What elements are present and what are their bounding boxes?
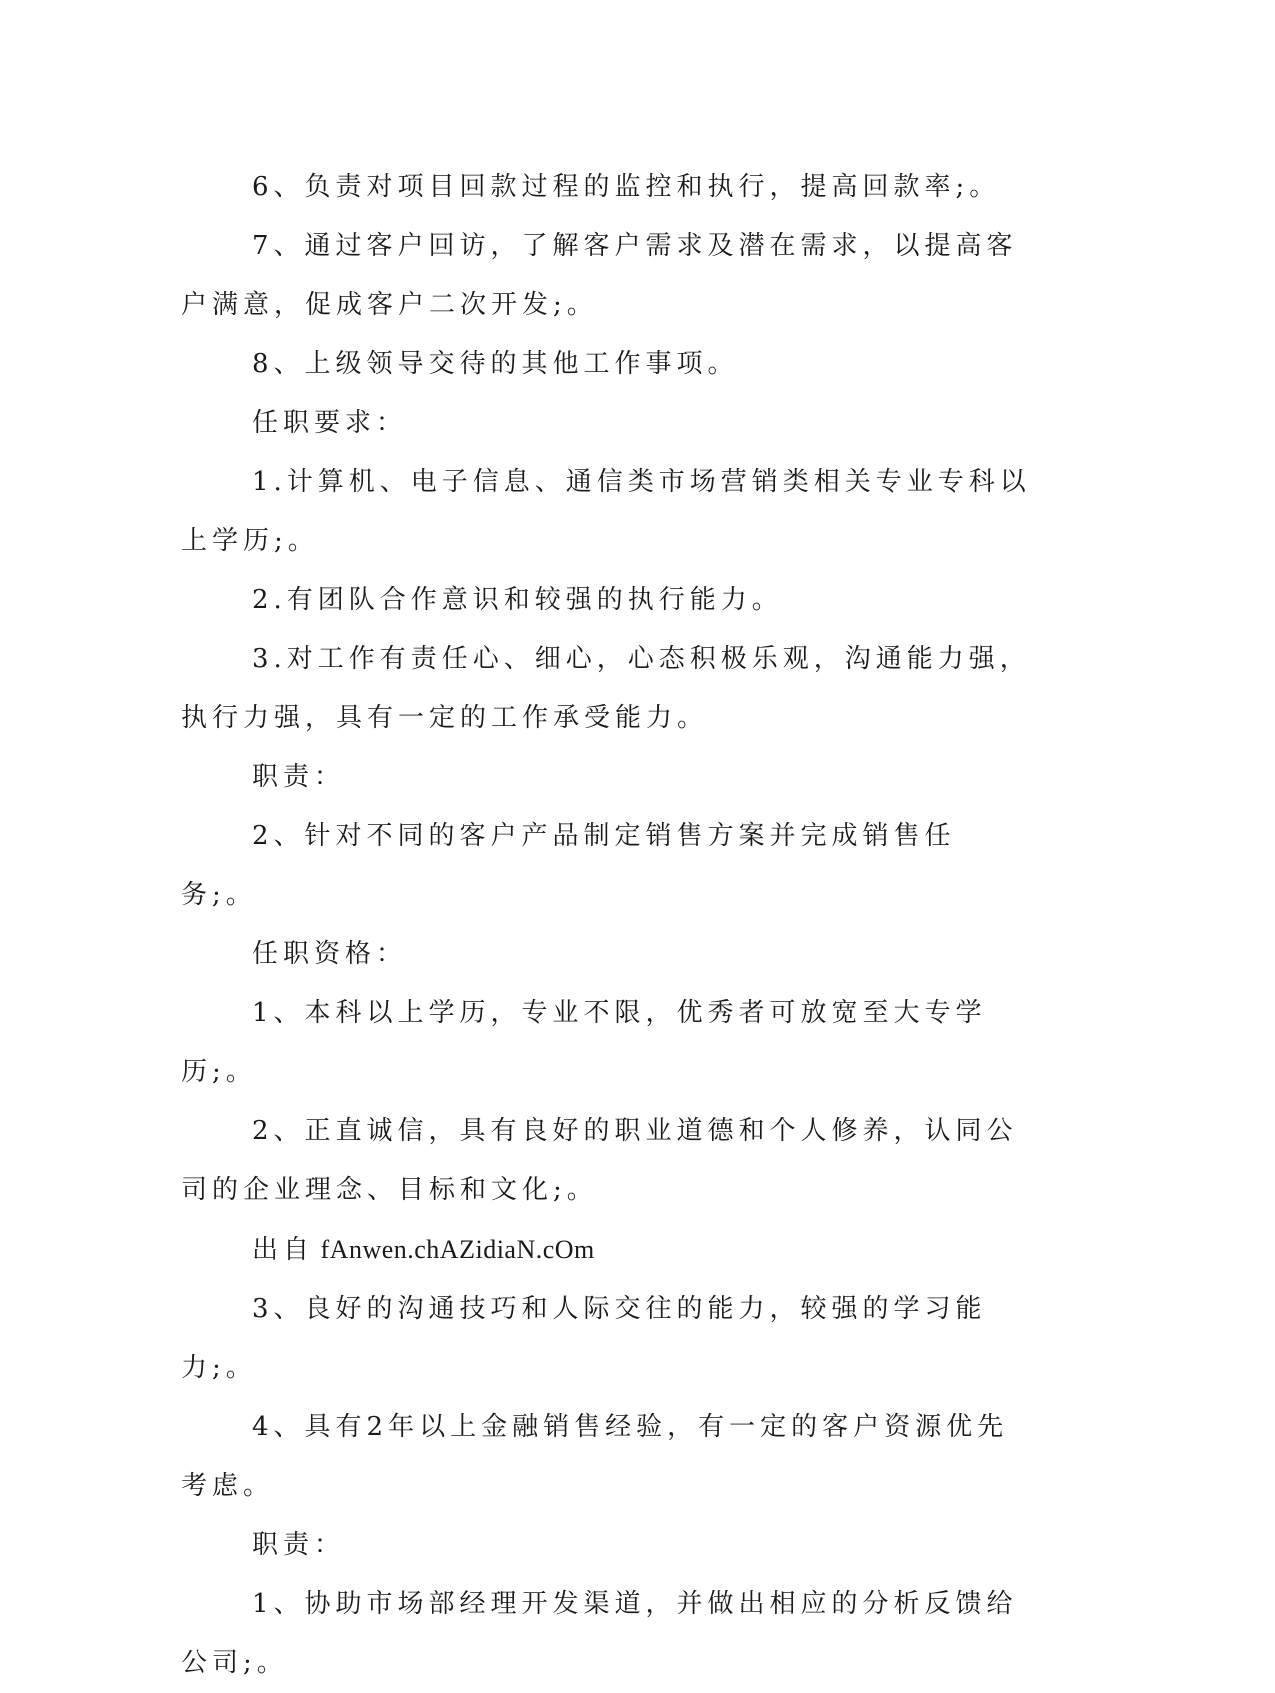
heading-duties: 职责： (252, 762, 346, 792)
heading-duties-2: 职责： (252, 1530, 346, 1560)
paragraph-requirement-1: 1.计算机、电子信息、通信类市场营销类相关专业专科以上学历;。 (181, 467, 1031, 556)
source-line (181, 1220, 1031, 1280)
paragraph-qualification-3: 3、良好的沟通技巧和人际交往的能力，较强的学习能力;。 (181, 1294, 987, 1383)
document-body (181, 158, 1031, 1693)
paragraph-qualification-4: 4、具有2年以上金融销售经验，有一定的客户资源优先考虑。 (181, 1412, 1009, 1501)
paragraph-duty-7: 7、通过客户回访，了解客户需求及潜在需求，以提高客户满意，促成客户二次开发;。 (181, 231, 1018, 320)
paragraph-qualification-2: 2、正直诚信，具有良好的职业道德和个人修养，认同公司的企业理念、目标和文化;。 (181, 1116, 1018, 1205)
source-prefix: 出自 (252, 1235, 315, 1265)
paragraph-duty-2: 2、针对不同的客户产品制定销售方案并完成销售任务;。 (181, 821, 956, 910)
paragraph-requirement-3: 3.对工作有责任心、细心，心态积极乐观，沟通能力强，执行力强，具有一定的工作承受能力。 (181, 644, 1031, 733)
paragraph-duty-1: 1、协助市场部经理开发渠道，并做出相应的分析反馈给公司;。 (181, 1589, 1018, 1678)
paragraph-duty-8: 8、上级领导交待的其他工作事项。 (252, 349, 739, 379)
paragraph-qualification-1: 1、本科以上学历，专业不限，优秀者可放宽至大专学历;。 (181, 998, 987, 1087)
heading-requirements: 任职要求： (252, 408, 408, 438)
paragraph-duty-6: 6、负责对项目回款过程的监控和执行，提高回款率;。 (252, 172, 1001, 202)
heading-qualifications: 任职资格： (252, 939, 408, 969)
paragraph-requirement-2: 2.有团队合作意识和较强的执行能力。 (252, 585, 783, 615)
source-url: fAnwen.chAZidiaN.cOm (320, 1235, 595, 1264)
